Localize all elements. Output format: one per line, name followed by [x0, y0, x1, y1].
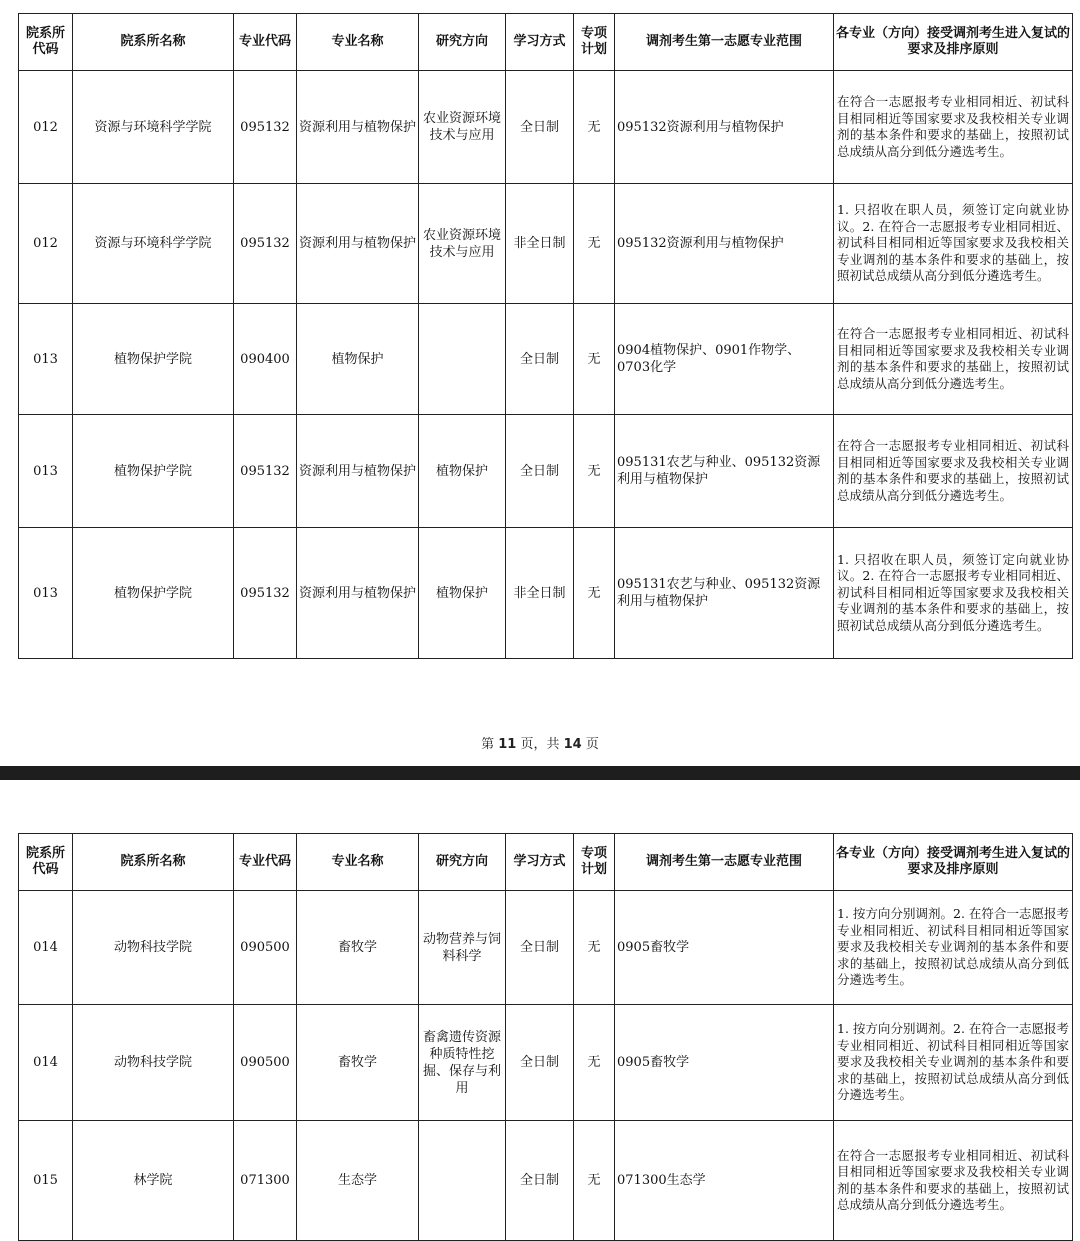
- header-study-mode: 学习方式: [506, 14, 574, 71]
- table-row: [19, 1005, 1073, 1121]
- cell-study-mode: 全日制: [506, 891, 574, 1005]
- cell-major-name: 生态学: [297, 1121, 419, 1241]
- cell-special-plan: 无: [574, 891, 615, 1005]
- cell-major-code: 090500: [234, 1005, 297, 1121]
- cell-dept-name: 资源与环境科学学院: [73, 184, 234, 304]
- cell-special-plan: 无: [574, 415, 615, 528]
- cell-dept-name: 植物保护学院: [73, 528, 234, 659]
- cell-dept-name: 植物保护学院: [73, 415, 234, 528]
- cell-study-mode: 全日制: [506, 1121, 574, 1241]
- cell-dept-code: 012: [19, 184, 73, 304]
- cell-study-mode: 非全日制: [506, 528, 574, 659]
- header-requirements: 各专业（方向）接受调剂考生进入复试的要求及排序原则: [834, 14, 1073, 71]
- cell-first-choice-range: 0905畜牧学: [615, 891, 834, 1005]
- table-row: [19, 528, 1073, 659]
- cell-dept-code: 013: [19, 415, 73, 528]
- cell-requirements: 1. 按方向分别调剂。2. 在符合一志愿报考专业相同相近、初试科目相同相近等国家要求及我校相关专业调剂的基本条件和要求的基础上，按照初试总成绩从高分到低分遴选考生。: [834, 1005, 1073, 1121]
- header-major-code: 专业代码: [234, 14, 297, 71]
- header-dept-code: 院系所代码: [19, 14, 73, 71]
- adjustment-table: [18, 833, 1073, 1241]
- cell-dept-code: 013: [19, 528, 73, 659]
- header-dept-code: 院系所代码: [19, 834, 73, 891]
- table-row: [19, 184, 1073, 304]
- cell-first-choice-range: 071300生态学: [615, 1121, 834, 1241]
- cell-study-mode: 全日制: [506, 304, 574, 415]
- cell-major-name: 植物保护: [297, 304, 419, 415]
- cell-dept-name: 资源与环境科学学院: [73, 71, 234, 184]
- table-header-row: [19, 834, 1073, 891]
- cell-major-code: 090500: [234, 891, 297, 1005]
- cell-major-code: 095132: [234, 71, 297, 184]
- table-row: [19, 304, 1073, 415]
- header-major-code: 专业代码: [234, 834, 297, 891]
- cell-requirements: 1. 只招收在职人员，须签订定向就业协议。2. 在符合一志愿报考专业相同相近、初试科目相同相近等国家要求及我校相关专业调剂的基本条件和要求的基础上，按照初试总成绩从高分到低分遴选考生。: [834, 184, 1073, 304]
- cell-study-mode: 全日制: [506, 71, 574, 184]
- cell-major-code: 095132: [234, 184, 297, 304]
- header-special-plan: 专项计划: [574, 14, 615, 71]
- table-header-row: [19, 14, 1073, 71]
- header-dept-name: 院系所名称: [73, 14, 234, 71]
- cell-first-choice-range: 095131农艺与种业、095132资源利用与植物保护: [615, 528, 834, 659]
- footer-page-number: 11: [498, 737, 517, 752]
- header-requirements: 各专业（方向）接受调剂考生进入复试的要求及排序原则: [834, 834, 1073, 891]
- document-page-12: [0, 780, 1080, 1216]
- header-dept-name: 院系所名称: [73, 834, 234, 891]
- cell-major-name: 资源利用与植物保护: [297, 184, 419, 304]
- cell-first-choice-range: 095131农艺与种业、095132资源利用与植物保护: [615, 415, 834, 528]
- cell-requirements: 在符合一志愿报考专业相同相近、初试科目相同相近等国家要求及我校相关专业调剂的基本条件和要求的基础上，按照初试总成绩从高分到低分遴选考生。: [834, 415, 1073, 528]
- cell-dept-name: 动物科技学院: [73, 1005, 234, 1121]
- cell-direction: 植物保护: [419, 528, 506, 659]
- cell-study-mode: 非全日制: [506, 184, 574, 304]
- cell-major-code: 071300: [234, 1121, 297, 1241]
- header-first-choice-range: 调剂考生第一志愿专业范围: [615, 834, 834, 891]
- cell-direction: 畜禽遗传资源种质特性挖掘、保存与利用: [419, 1005, 506, 1121]
- page-number-footer: [0, 733, 1080, 752]
- footer-total-pages: 14: [563, 737, 582, 752]
- adjustment-table: [18, 13, 1073, 659]
- cell-major-code: 095132: [234, 415, 297, 528]
- header-study-mode: 学习方式: [506, 834, 574, 891]
- cell-special-plan: 无: [574, 1005, 615, 1121]
- cell-major-name: 畜牧学: [297, 891, 419, 1005]
- footer-prefix: 第: [481, 737, 495, 752]
- cell-major-name: 资源利用与植物保护: [297, 528, 419, 659]
- cell-requirements: 在符合一志愿报考专业相同相近、初试科目相同相近等国家要求及我校相关专业调剂的基本条件和要求的基础上，按照初试总成绩从高分到低分遴选考生。: [834, 71, 1073, 184]
- cell-requirements: 1. 只招收在职人员，须签订定向就业协议。2. 在符合一志愿报考专业相同相近、初试科目相同相近等国家要求及我校相关专业调剂的基本条件和要求的基础上，按照初试总成绩从高分到低分遴选考生。: [834, 528, 1073, 659]
- cell-direction: 农业资源环境技术与应用: [419, 184, 506, 304]
- cell-dept-code: 013: [19, 304, 73, 415]
- cell-special-plan: 无: [574, 71, 615, 184]
- cell-direction: 动物营养与饲料科学: [419, 891, 506, 1005]
- table-row: [19, 71, 1073, 184]
- cell-direction: 农业资源环境技术与应用: [419, 71, 506, 184]
- cell-first-choice-range: 0905畜牧学: [615, 1005, 834, 1121]
- cell-study-mode: 全日制: [506, 1005, 574, 1121]
- cell-requirements: 1. 按方向分别调剂。2. 在符合一志愿报考专业相同相近、初试科目相同相近等国家要求及我校相关专业调剂的基本条件和要求的基础上，按照初试总成绩从高分到低分遴选考生。: [834, 891, 1073, 1005]
- cell-dept-name: 林学院: [73, 1121, 234, 1241]
- table-row: [19, 891, 1073, 1005]
- cell-first-choice-range: 0904植物保护、0901作物学、0703化学: [615, 304, 834, 415]
- header-major-name: 专业名称: [297, 834, 419, 891]
- cell-direction: 植物保护: [419, 415, 506, 528]
- cell-special-plan: 无: [574, 1121, 615, 1241]
- cell-requirements: 在符合一志愿报考专业相同相近、初试科目相同相近等国家要求及我校相关专业调剂的基本条件和要求的基础上，按照初试总成绩从高分到低分遴选考生。: [834, 1121, 1073, 1241]
- cell-dept-code: 012: [19, 71, 73, 184]
- cell-major-name: 畜牧学: [297, 1005, 419, 1121]
- cell-dept-code: 015: [19, 1121, 73, 1241]
- cell-special-plan: 无: [574, 304, 615, 415]
- cell-major-name: 资源利用与植物保护: [297, 415, 419, 528]
- header-direction: 研究方向: [419, 834, 506, 891]
- cell-first-choice-range: 095132资源利用与植物保护: [615, 71, 834, 184]
- table-row: [19, 1121, 1073, 1241]
- cell-major-code: 095132: [234, 528, 297, 659]
- header-first-choice-range: 调剂考生第一志愿专业范围: [615, 14, 834, 71]
- cell-study-mode: 全日制: [506, 415, 574, 528]
- header-direction: 研究方向: [419, 14, 506, 71]
- cell-dept-code: 014: [19, 1005, 73, 1121]
- cell-special-plan: 无: [574, 528, 615, 659]
- cell-dept-name: 植物保护学院: [73, 304, 234, 415]
- footer-middle: 页，共: [520, 737, 560, 752]
- cell-major-code: 090400: [234, 304, 297, 415]
- table-row: [19, 415, 1073, 528]
- footer-suffix: 页: [585, 737, 599, 752]
- cell-special-plan: 无: [574, 184, 615, 304]
- cell-requirements: 在符合一志愿报考专业相同相近、初试科目相同相近等国家要求及我校相关专业调剂的基本条件和要求的基础上，按照初试总成绩从高分到低分遴选考生。: [834, 304, 1073, 415]
- header-special-plan: 专项计划: [574, 834, 615, 891]
- cell-dept-name: 动物科技学院: [73, 891, 234, 1005]
- cell-major-name: 资源利用与植物保护: [297, 71, 419, 184]
- cell-first-choice-range: 095132资源利用与植物保护: [615, 184, 834, 304]
- page-separator: [0, 766, 1080, 780]
- cell-direction: [419, 1121, 506, 1241]
- header-major-name: 专业名称: [297, 14, 419, 71]
- cell-dept-code: 014: [19, 891, 73, 1005]
- cell-direction: [419, 304, 506, 415]
